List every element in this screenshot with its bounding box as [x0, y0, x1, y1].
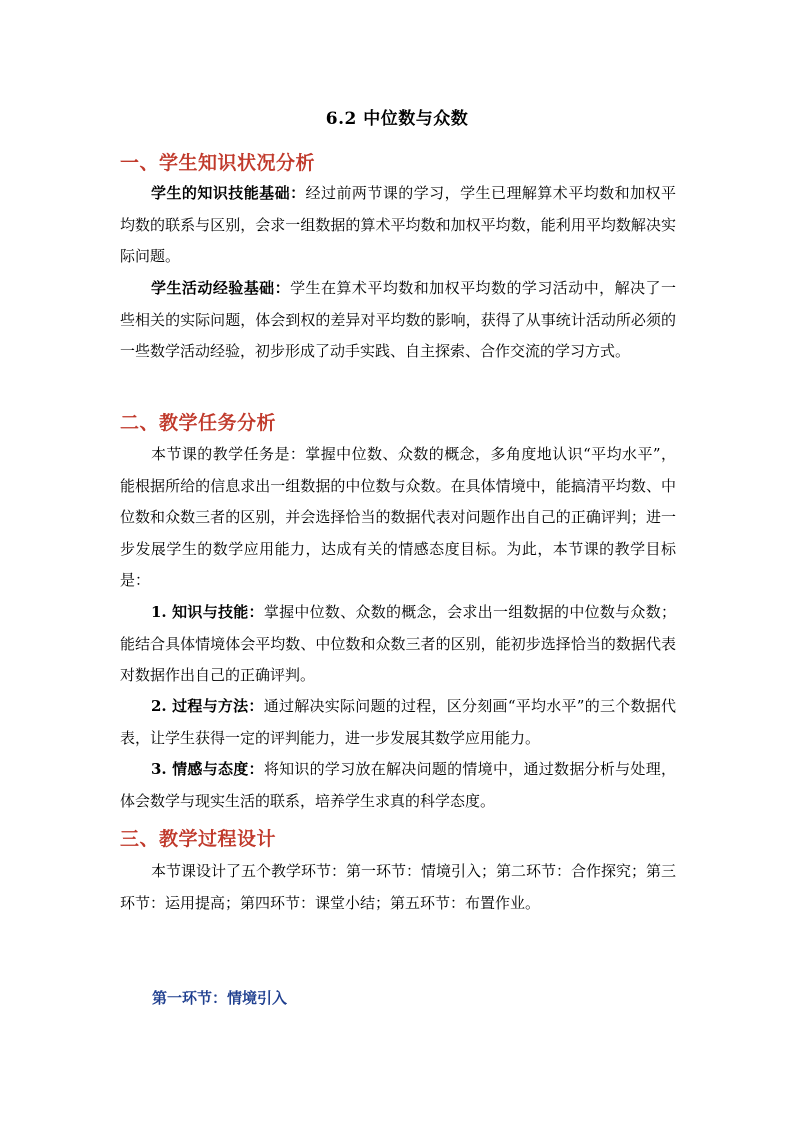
subheading-stage-one: 第一环节：情境引入 [152, 989, 288, 1007]
paragraph-lead: 1. 知识与技能： [151, 603, 264, 621]
paragraph-lead: 2. 过程与方法： [151, 697, 264, 715]
paragraph-knowledge-skills [120, 178, 676, 273]
section-heading-task-analysis: 二、教学任务分析 [120, 412, 277, 434]
paragraph-activity-experience [120, 273, 676, 368]
section-heading-student-analysis: 一、学生知识状况分析 [120, 152, 316, 174]
section-heading-process-design: 三、教学过程设计 [120, 828, 277, 850]
paragraph-lead: 3. 情感与态度： [151, 760, 264, 778]
paragraph-text: 学生在算术平均数和加权平均数的学习活动中，解决了一些相关的实际问题，体会到权的差异对平均数的影响，获得了从事统计活动所必须的一些数学活动经验，初步形成了动手实践、自主探索、合作交流的学习方式。 [120, 279, 676, 360]
document-title: 6.2 中位数与众数 [325, 109, 469, 129]
paragraph-goal-process [120, 691, 676, 754]
paragraph-task-intro: 本节课的教学任务是：掌握中位数、众数的概念，多角度地认识“平均水平”，能根据所给的信息求出一组数据的中位数与众数。在具体情境中，能搞清平均数、中位数和众数三者的区别，并会选择恰当的数据代表对问题作出自己的正确评判；进一步发展学生的数学应用能力，达成有关的情感态度目标。为此，本节课的教学目标是： [120, 445, 676, 589]
paragraph-lead: 学生的知识技能基础： [151, 184, 306, 202]
paragraph-text: 掌握中位数、众数的概念，会求出一组数据的中位数与众数；能结合具体情境体会平均数、中位数和众数三者的区别，能初步选择恰当的数据代表对数据作出自己的正确评判。 [120, 603, 676, 684]
paragraph-goal-emotion [120, 754, 676, 817]
paragraph-lead: 学生活动经验基础： [151, 279, 291, 297]
paragraph-text: 通过解决实际问题的过程，区分刻画“平均水平”的三个数据代表，让学生获得一定的评判能力，进一步发展其数学应用能力。 [120, 697, 676, 747]
paragraph-text: 将知识的学习放在解决问题的情境中，通过数据分析与处理，体会数学与现实生活的联系，培养学生求真的科学态度。 [120, 760, 676, 810]
paragraph-process-intro: 本节课设计了五个教学环节：第一环节：情境引入；第二环节：合作探究；第三环节：运用提高；第四环节：课堂小结；第五环节：布置作业。 [120, 862, 677, 912]
paragraph-text: 经过前两节课的学习，学生已理解算术平均数和加权平均数的联系与区别，会求一组数据的算术平均数和加权平均数，能利用平均数解决实际问题。 [120, 184, 676, 265]
paragraph-goal-knowledge [120, 597, 676, 692]
